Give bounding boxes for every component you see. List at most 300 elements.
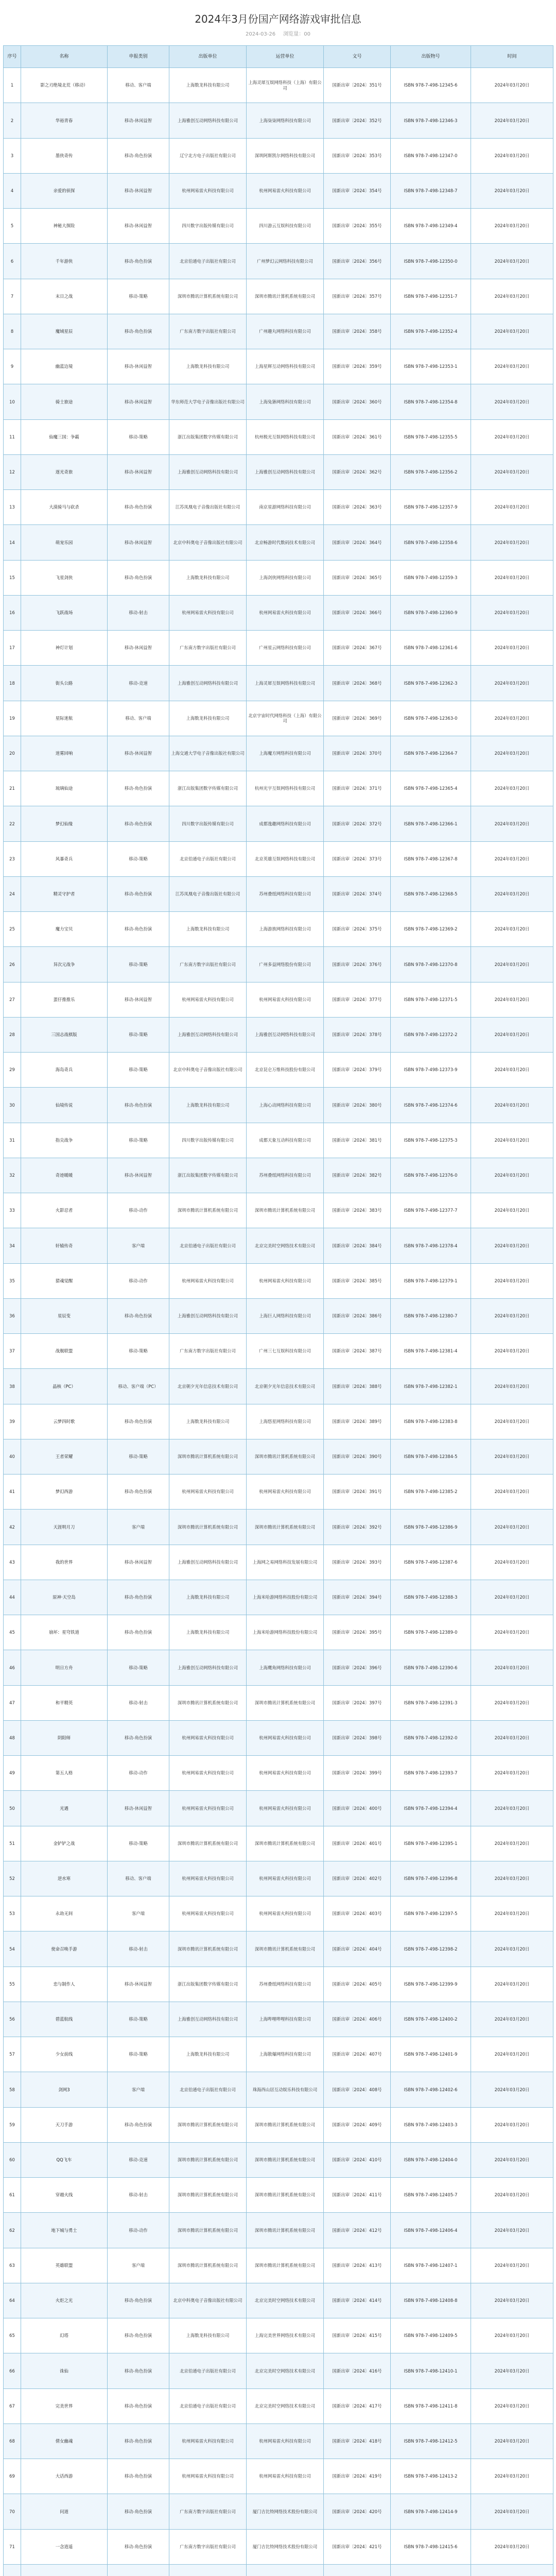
table-row xyxy=(4,560,553,595)
cell-doc-no: 国新出审〔2024〕388号 xyxy=(324,1369,391,1404)
cell-isbn: ISBN 978-7-498-12415-6 xyxy=(391,2529,471,2564)
cell-doc-no: 国新出审〔2024〕398号 xyxy=(324,1720,391,1755)
cell-publisher: 深圳市腾讯计算机系统有限公司 xyxy=(169,2178,247,2213)
cell-doc-no: 国新出审〔2024〕385号 xyxy=(324,1263,391,1298)
cell-no: 2 xyxy=(4,103,21,138)
cell-no: 3 xyxy=(4,138,21,173)
cell-doc-no: 国新出审〔2024〕390号 xyxy=(324,1439,391,1474)
table-row xyxy=(4,1650,553,1685)
cell-no: 47 xyxy=(4,1685,21,1720)
cell-date: 2024年03月20日 xyxy=(471,1334,553,1369)
cell-type: 移动-射击 xyxy=(108,1685,169,1720)
table-row xyxy=(4,1685,553,1720)
cell-date: 2024年03月20日 xyxy=(471,806,553,841)
cell-name: 英雄联盟 xyxy=(21,2248,108,2283)
cell-no: 19 xyxy=(4,701,21,736)
cell-date: 2024年03月20日 xyxy=(471,1826,553,1861)
table-row xyxy=(4,1298,553,1333)
cell-date: 2024年03月20日 xyxy=(471,2178,553,2213)
table-row xyxy=(4,2248,553,2283)
cell-type: 移动-休闲益智 xyxy=(108,103,169,138)
cell-publisher: 上海数龙科技有限公司 xyxy=(169,1088,247,1123)
cell-isbn: ISBN 978-7-498-12410-1 xyxy=(391,2353,471,2388)
cell-publisher: 上海雅创互动网络科技有限公司 xyxy=(169,1650,247,1685)
cell-publisher: 广东南方数字出版社有限公司 xyxy=(169,314,247,349)
cell-isbn: ISBN 978-7-498-12400-2 xyxy=(391,2002,471,2037)
cell-publisher: 江苏凤凰电子音像出版社有限公司 xyxy=(169,876,247,911)
cell-isbn: ISBN 978-7-498-12368-5 xyxy=(391,876,471,911)
cell-isbn: ISBN 978-7-498-12362-3 xyxy=(391,666,471,701)
cell-operator: 深圳市腾讯计算机系统有限公司 xyxy=(247,1685,324,1720)
cell-no: 59 xyxy=(4,2107,21,2142)
cell-no: 29 xyxy=(4,1053,21,1088)
cell-publisher: 杭州网易雷火科技有限公司 xyxy=(169,982,247,1017)
cell-type: 移动-休闲益智 xyxy=(108,349,169,384)
cell-no: 4 xyxy=(4,173,21,208)
cell-type: 移动-角色扮演 xyxy=(108,2107,169,2142)
cell-type: 移动-角色扮演 xyxy=(108,1615,169,1650)
cell-publisher: 浙江出版集团数字传媒有限公司 xyxy=(169,771,247,806)
cell-operator: 深圳市腾讯计算机系统有限公司 xyxy=(247,2142,324,2177)
cell-no: 56 xyxy=(4,2002,21,2037)
cell-publisher: 上海雅创互动网络科技有限公司 xyxy=(169,1298,247,1333)
cell-type: 移动-动作 xyxy=(108,1263,169,1298)
table-row xyxy=(4,666,553,701)
cell-isbn: ISBN 978-7-498-12397-5 xyxy=(391,1896,471,1931)
cell-type: 移动-角色扮演 xyxy=(108,806,169,841)
header-no: 序号 xyxy=(4,46,21,68)
cell-name: 星际迷航 xyxy=(21,701,108,736)
cell-operator: 厦门吉比特网络技术股份有限公司 xyxy=(247,2494,324,2529)
cell-isbn: ISBN 978-7-498-12351-7 xyxy=(391,279,471,314)
table-row xyxy=(4,2459,553,2494)
cell-publisher: 杭州网易雷火科技有限公司 xyxy=(169,1756,247,1791)
cell-date: 2024年03月20日 xyxy=(471,2424,553,2459)
cell-doc-no: 国新出审〔2024〕386号 xyxy=(324,1298,391,1333)
cell-date: 2024年03月20日 xyxy=(471,1545,553,1580)
cell-no: 50 xyxy=(4,1791,21,1826)
cell-operator: 深圳市腾讯计算机系统有限公司 xyxy=(247,2178,324,2213)
cell-no: 9 xyxy=(4,349,21,384)
cell-doc-no: 国新出审〔2024〕400号 xyxy=(324,1791,391,1826)
cell-publisher: 四川数字出版传媒有限公司 xyxy=(169,806,247,841)
table-row xyxy=(4,209,553,244)
table-row xyxy=(4,173,553,208)
cell-no: 15 xyxy=(4,560,21,595)
cell-doc-no: 国新出审〔2024〕360号 xyxy=(324,384,391,419)
cell-isbn: ISBN 978-7-498-12404-0 xyxy=(391,2142,471,2177)
cell-type: 客户端 xyxy=(108,1510,169,1545)
table-row xyxy=(4,771,553,806)
cell-operator: 深圳市腾讯计算机系统有限公司 xyxy=(247,279,324,314)
cell-operator: 杭州网易雷火科技有限公司 xyxy=(247,2459,324,2494)
cell-doc-no: 国新出审〔2024〕393号 xyxy=(324,1545,391,1580)
cell-doc-no: 国新出审〔2024〕376号 xyxy=(324,947,391,982)
cell-doc-no: 国新出审〔2024〕368号 xyxy=(324,666,391,701)
cell-doc-no: 国新出审〔2024〕391号 xyxy=(324,1475,391,1510)
cell-operator: 上海灵犀互娱网络科技（上海）有限公司 xyxy=(247,68,324,103)
cell-doc-no: 国新出审〔2024〕403号 xyxy=(324,1896,391,1931)
cell-name: 战舰联盟 xyxy=(21,1334,108,1369)
cell-name: 飞星剑侠 xyxy=(21,560,108,595)
cell-doc-no: 国新出审〔2024〕379号 xyxy=(324,1053,391,1088)
cell-isbn: ISBN 978-7-498-12372-2 xyxy=(391,1017,471,1052)
cell-publisher: 浙江出版集团数字传媒有限公司 xyxy=(169,1158,247,1193)
cell-no: 54 xyxy=(4,1931,21,1967)
cell-doc-no: 国新出审〔2024〕405号 xyxy=(324,1967,391,2002)
table-row xyxy=(4,454,553,489)
cell-type: 移动-角色扮演 xyxy=(108,912,169,947)
cell-isbn: ISBN 978-7-498-12357-9 xyxy=(391,490,471,525)
cell-name: 幽蓝边境 xyxy=(21,349,108,384)
cell-doc-no: 国新出审〔2024〕374号 xyxy=(324,876,391,911)
cell-isbn: ISBN 978-7-498-12355-5 xyxy=(391,419,471,454)
cell-publisher: 上海数龙科技有限公司 xyxy=(169,1580,247,1615)
table-row xyxy=(4,1896,553,1931)
cell-name: 幻塔 xyxy=(21,2318,108,2353)
cell-no: 7 xyxy=(4,279,21,314)
cell-name: 骑士旅途 xyxy=(21,384,108,419)
cell-no: 57 xyxy=(4,2037,21,2072)
cell-type: 移动-角色扮演 xyxy=(108,2353,169,2388)
cell-publisher: 杭州网易雷火科技有限公司 xyxy=(169,1475,247,1510)
table-row xyxy=(4,1756,553,1791)
cell-isbn: ISBN 978-7-498-12361-6 xyxy=(391,631,471,666)
cell-date: 2024年03月20日 xyxy=(471,1685,553,1720)
cell-isbn: ISBN 978-7-498-12402-6 xyxy=(391,2072,471,2107)
cell-no: 69 xyxy=(4,2459,21,2494)
cell-type: 移动-休闲益智 xyxy=(108,631,169,666)
cell-date: 2024年03月20日 xyxy=(471,2353,553,2388)
cell-isbn: ISBN 978-7-498-12399-9 xyxy=(391,1967,471,2002)
table-row xyxy=(4,1967,553,2002)
cell-no: 25 xyxy=(4,912,21,947)
cell-isbn: ISBN 978-7-498-12367-8 xyxy=(391,841,471,876)
cell-publisher: 广东南方数字出版社有限公司 xyxy=(169,2529,247,2564)
cell-type: 移动、客户端 xyxy=(108,1861,169,1896)
cell-isbn: ISBN 978-7-498-12394-4 xyxy=(391,1791,471,1826)
cell-name: 三国志战棋版 xyxy=(21,1017,108,1052)
cell-isbn: ISBN 978-7-498-12350-0 xyxy=(391,244,471,279)
cell-isbn: ISBN 978-7-498-12385-2 xyxy=(391,1475,471,1510)
cell-type: 移动-射击 xyxy=(108,2178,169,2213)
cell-operator: 上海散爆网络科技有限公司 xyxy=(247,2037,324,2072)
cell-operator: 深圳市腾讯计算机系统有限公司 xyxy=(247,2107,324,2142)
cell-publisher: 深圳市腾讯计算机系统有限公司 xyxy=(169,1826,247,1861)
cell-name: 明日方舟 xyxy=(21,1650,108,1685)
cell-name: 我的世界 xyxy=(21,1545,108,1580)
cell-name: 和平精英 xyxy=(21,1685,108,1720)
cell-doc-no: 国新出审〔2024〕409号 xyxy=(324,2107,391,2142)
cell-type: 移动-角色扮演 xyxy=(108,771,169,806)
cell-name: 大话西游 xyxy=(21,2459,108,2494)
table-row xyxy=(4,525,553,560)
cell-isbn: ISBN 978-7-498-12383-8 xyxy=(391,1404,471,1439)
cell-type: 移动-角色扮演 xyxy=(108,2318,169,2353)
cell-operator: 杭州网易雷火科技有限公司 xyxy=(247,982,324,1017)
cell-no: 17 xyxy=(4,631,21,666)
cell-operator: 杭州网易雷火科技有限公司 xyxy=(247,2424,324,2459)
page-title: 2024年3月份国产网络游戏审批信息 xyxy=(195,13,361,25)
table-row xyxy=(4,2353,553,2388)
cell-doc-no: 国新出审〔2024〕415号 xyxy=(324,2318,391,2353)
header-type: 申报类别 xyxy=(108,46,169,68)
cell-name: 琉璃仙途 xyxy=(21,771,108,806)
cell-doc-no: 国新出审〔2024〕387号 xyxy=(324,1334,391,1369)
cell-type: 客户端 xyxy=(108,1228,169,1263)
cell-date: 2024年03月20日 xyxy=(471,2037,553,2072)
table-row xyxy=(4,1439,553,1474)
cell-no: 55 xyxy=(4,1967,21,2002)
cell-isbn: ISBN 978-7-498-12371-5 xyxy=(391,982,471,1017)
cell-doc-no: 国新出审〔2024〕352号 xyxy=(324,103,391,138)
cell-type: 客户端 xyxy=(108,2072,169,2107)
cell-operator: 上海灵犀互娱网络科技有限公司 xyxy=(247,666,324,701)
cell-doc-no: 国新出审〔2024〕371号 xyxy=(324,771,391,806)
cell-operator: 上海米哈游网络科技股份有限公司 xyxy=(247,1615,324,1650)
cell-type: 移动-角色扮演 xyxy=(108,2388,169,2424)
cell-type: 移动-动作 xyxy=(108,2213,169,2248)
cell-operator: 广州趣丸网络科技有限公司 xyxy=(247,314,324,349)
cell-isbn: ISBN 978-7-498-12356-2 xyxy=(391,454,471,489)
table-row xyxy=(4,1545,553,1580)
cell-isbn: ISBN 978-7-498-12366-1 xyxy=(391,806,471,841)
cell-date: 2024年03月20日 xyxy=(471,173,553,208)
table-row xyxy=(4,736,553,771)
cell-type: 移动-休闲益智 xyxy=(108,982,169,1017)
cell-publisher: 上海雅创互动网络科技有限公司 xyxy=(169,1017,247,1052)
cell-operator: 杭州网易雷火科技有限公司 xyxy=(247,1791,324,1826)
cell-publisher: 深圳市腾讯计算机系统有限公司 xyxy=(169,2107,247,2142)
cell-operator: 上海星辉互动网络科技有限公司 xyxy=(247,349,324,384)
cell-no: 63 xyxy=(4,2248,21,2283)
cell-publisher: 上海雅创互动网络科技有限公司 xyxy=(169,103,247,138)
cell-doc-no: 国新出审〔2024〕357号 xyxy=(324,279,391,314)
cell-operator: 上海巨人网络科技有限公司 xyxy=(247,1298,324,1333)
cell-publisher: 杭州网易雷火科技有限公司 xyxy=(169,1791,247,1826)
cell-date: 2024年03月20日 xyxy=(471,2529,553,2564)
cell-operator: 深圳市腾讯计算机系统有限公司 xyxy=(247,1439,324,1474)
cell-operator: 苏州叠纸网络科技有限公司 xyxy=(247,876,324,911)
table-row xyxy=(4,2002,553,2037)
cell-type: 移动-角色扮演 xyxy=(108,2494,169,2529)
cell-date: 2024年03月20日 xyxy=(471,68,553,103)
cell-no: 62 xyxy=(4,2213,21,2248)
cell-isbn: ISBN 978-7-498-12412-5 xyxy=(391,2424,471,2459)
cell-name: 第五人格 xyxy=(21,1756,108,1791)
cell-isbn: ISBN 978-7-498-12354-8 xyxy=(391,384,471,419)
cell-type: 移动-射击 xyxy=(108,1931,169,1967)
cell-name: 火炬之光 xyxy=(21,2283,108,2318)
header-isbn: 出版物号 xyxy=(391,46,471,68)
cell-operator: 北京英雄互娱网络科技有限公司 xyxy=(247,841,324,876)
cell-doc-no: 国新出审〔2024〕364号 xyxy=(324,525,391,560)
cell-name: 金铲铲之战 xyxy=(21,1826,108,1861)
table-row xyxy=(4,2424,553,2459)
cell-operator: 杭州网易雷火科技有限公司 xyxy=(247,1263,324,1298)
cell-isbn: ISBN 978-7-498-12407-1 xyxy=(391,2248,471,2283)
cell-doc-no: 国新出审〔2024〕375号 xyxy=(324,912,391,947)
cell-no: 40 xyxy=(4,1439,21,1474)
cell-publisher: 深圳市腾讯计算机系统有限公司 xyxy=(169,1510,247,1545)
cell-no: 24 xyxy=(4,876,21,911)
cell-date: 2024年03月20日 xyxy=(471,1720,553,1755)
cell-type: 客户端 xyxy=(108,2248,169,2283)
cell-date: 2024年03月20日 xyxy=(471,947,553,982)
cell-date: 2024年03月20日 xyxy=(471,2494,553,2529)
cell-operator: 杭州网易雷火科技有限公司 xyxy=(247,1896,324,1931)
cell-date: 2024年03月20日 xyxy=(471,1193,553,1228)
cell-operator: 杭州极光互娱网络科技有限公司 xyxy=(247,419,324,454)
cell-doc-no: 国新出审〔2024〕404号 xyxy=(324,1931,391,1967)
cell-date: 2024年03月20日 xyxy=(471,1756,553,1791)
cell-operator: 北京完美时空网络技术有限公司 xyxy=(247,2283,324,2318)
cell-operator: 深圳市腾讯计算机系统有限公司 xyxy=(247,2248,324,2283)
cell-publisher: 辽宁北方电子出版社有限公司 xyxy=(169,138,247,173)
cell-date: 2024年03月20日 xyxy=(471,279,553,314)
table-row xyxy=(4,2213,553,2248)
cell-name: 风暴奇兵 xyxy=(21,841,108,876)
cell-date: 2024年03月20日 xyxy=(471,1369,553,1404)
cell-no: 36 xyxy=(4,1298,21,1333)
cell-date: 2024年03月20日 xyxy=(471,1404,553,1439)
cell-no: 20 xyxy=(4,736,21,771)
header-publisher: 出版单位 xyxy=(169,46,247,68)
table-row xyxy=(4,701,553,736)
cell-isbn: ISBN 978-7-498-12358-6 xyxy=(391,525,471,560)
cell-type: 移动-竞速 xyxy=(108,2142,169,2177)
cell-publisher: 浙江出版集团数字传媒有限公司 xyxy=(169,419,247,454)
table-row xyxy=(4,2142,553,2177)
cell-no: 42 xyxy=(4,1510,21,1545)
cell-publisher: 上海雅创互动网络科技有限公司 xyxy=(169,454,247,489)
cell-doc-no: 国新出审〔2024〕408号 xyxy=(324,2072,391,2107)
cell-operator: 北京宇宙时代网络科技（上海）有限公司 xyxy=(247,701,324,736)
cell-date: 2024年03月20日 xyxy=(471,876,553,911)
cell-isbn: ISBN 978-7-498-12348-7 xyxy=(391,173,471,208)
cell-type: 移动-角色扮演 xyxy=(108,1475,169,1510)
cell-isbn xyxy=(391,2564,471,2576)
cell-no: 49 xyxy=(4,1756,21,1791)
cell-date: 2024年03月20日 xyxy=(471,1475,553,1510)
cell-type: 移动-动作 xyxy=(108,1193,169,1228)
table-row xyxy=(4,2072,553,2107)
cell-operator: 苏州叠纸网络科技有限公司 xyxy=(247,1967,324,2002)
cell-type: 移动-休闲益智 xyxy=(108,384,169,419)
table-row xyxy=(4,279,553,314)
cell-operator: 成都天象互动科技有限公司 xyxy=(247,1123,324,1158)
cell-name: 千年游侠 xyxy=(21,244,108,279)
cell-type xyxy=(108,2564,169,2576)
cell-name: 穿越火线 xyxy=(21,2178,108,2213)
table-row xyxy=(4,2318,553,2353)
cell-date: 2024年03月20日 xyxy=(471,2459,553,2494)
cell-doc-no: 国新出审〔2024〕417号 xyxy=(324,2388,391,2424)
cell-type: 移动-策略 xyxy=(108,1017,169,1052)
cell-type: 移动、客户端 xyxy=(108,701,169,736)
cell-operator: 杭州网易雷火科技有限公司 xyxy=(247,1861,324,1896)
cell-publisher: 杭州网易雷火科技有限公司 xyxy=(169,2424,247,2459)
cell-no: 37 xyxy=(4,1334,21,1369)
cell-no: 5 xyxy=(4,209,21,244)
cell-doc-no: 国新出审〔2024〕367号 xyxy=(324,631,391,666)
cell-publisher: 北京伯通电子出版社有限公司 xyxy=(169,841,247,876)
cell-isbn: ISBN 978-7-498-12393-7 xyxy=(391,1756,471,1791)
cell-isbn: ISBN 978-7-498-12413-2 xyxy=(391,2459,471,2494)
cell-date: 2024年03月20日 xyxy=(471,1298,553,1333)
cell-date: 2024年03月20日 xyxy=(471,1088,553,1123)
cell-isbn: ISBN 978-7-498-12365-4 xyxy=(391,771,471,806)
cell-doc-no: 国新出审〔2024〕407号 xyxy=(324,2037,391,2072)
cell-doc-no: 国新出审〔2024〕382号 xyxy=(324,1158,391,1193)
cell-operator: 上海魔方网络科技有限公司 xyxy=(247,736,324,771)
cell-operator: 成都逸趣网络科技有限公司 xyxy=(247,806,324,841)
cell-name: 轩辕传奇 xyxy=(21,1228,108,1263)
cell-date: 2024年03月20日 xyxy=(471,384,553,419)
cell-doc-no: 国新出审〔2024〕392号 xyxy=(324,1510,391,1545)
table-row xyxy=(4,1615,553,1650)
cell-isbn: ISBN 978-7-498-12403-3 xyxy=(391,2107,471,2142)
cell-operator: 上海悠星网络科技有限公司 xyxy=(247,1404,324,1439)
cell-name: 梦幻西游 xyxy=(21,1475,108,1510)
table-row xyxy=(4,595,553,630)
table-row xyxy=(4,2283,553,2318)
table-body xyxy=(4,68,553,2576)
cell-doc-no: 国新出审〔2024〕416号 xyxy=(324,2353,391,2388)
cell-name: 倩女幽魂 xyxy=(21,2424,108,2459)
cell-date xyxy=(471,2564,553,2576)
cell-date: 2024年03月20日 xyxy=(471,244,553,279)
table-row xyxy=(4,1791,553,1826)
cell-type: 移动-策略 xyxy=(108,419,169,454)
table-row xyxy=(4,1088,553,1123)
cell-type: 移动-竞速 xyxy=(108,666,169,701)
cell-date: 2024年03月20日 xyxy=(471,912,553,947)
cell-name: 少女前线 xyxy=(21,2037,108,2072)
cell-isbn: ISBN 978-7-498-12369-2 xyxy=(391,912,471,947)
cell-isbn: ISBN 978-7-498-12391-3 xyxy=(391,1685,471,1720)
cell-no: 65 xyxy=(4,2318,21,2353)
cell-name: 星辰变 xyxy=(21,1298,108,1333)
cell-publisher: 上海数龙科技有限公司 xyxy=(169,68,247,103)
cell-publisher: 浙江出版集团数字传媒有限公司 xyxy=(169,1967,247,2002)
publish-date: 2024-03-26 xyxy=(245,31,276,37)
cell-type: 移动-角色扮演 xyxy=(108,314,169,349)
cell-doc-no: 国新出审〔2024〕384号 xyxy=(324,1228,391,1263)
cell-type: 移动-角色扮演 xyxy=(108,1720,169,1755)
cell-operator: 广州三七互娱科技有限公司 xyxy=(247,1334,324,1369)
cell-operator: 苏州叠纸网络科技有限公司 xyxy=(247,1158,324,1193)
cell-date: 2024年03月20日 xyxy=(471,1967,553,2002)
cell-publisher: 上海数龙科技有限公司 xyxy=(169,1404,247,1439)
cell-no: 41 xyxy=(4,1475,21,1510)
cell-type: 移动-动作 xyxy=(108,1756,169,1791)
cell-operator: 广州多益网络股份有限公司 xyxy=(247,947,324,982)
table-row xyxy=(4,806,553,841)
cell-no: 8 xyxy=(4,314,21,349)
cell-no: 58 xyxy=(4,2072,21,2107)
cell-operator: 北京昆仑万维科技股份有限公司 xyxy=(247,1053,324,1088)
cell-publisher: 杭州网易雷火科技有限公司 xyxy=(169,1861,247,1896)
cell-type: 移动-策略 xyxy=(108,1650,169,1685)
cell-publisher: 上海数龙科技有限公司 xyxy=(169,1615,247,1650)
table-row xyxy=(4,912,553,947)
cell-name: 永劫无间 xyxy=(21,1896,108,1931)
cell-isbn: ISBN 978-7-498-12363-0 xyxy=(391,701,471,736)
table-row xyxy=(4,349,553,384)
table-row xyxy=(4,138,553,173)
cell-operator: 北京完美时空网络技术有限公司 xyxy=(247,2353,324,2388)
